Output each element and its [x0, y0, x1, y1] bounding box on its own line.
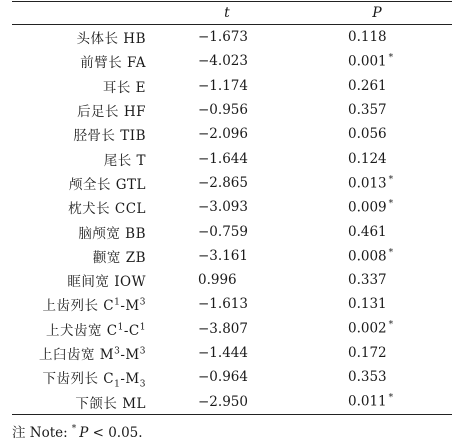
row-variable-name: 尾长 T	[103, 152, 146, 169]
row-t-value: −1.673	[198, 29, 248, 46]
row-variable-name: 枕犬长 CCL	[68, 201, 146, 218]
row-p-value: 0.001	[348, 53, 387, 70]
row-variable-name: 前臂长 FA	[80, 55, 146, 72]
row-t-value: −2.096	[198, 126, 248, 143]
row-p-cell	[302, 317, 452, 341]
table-row	[12, 122, 452, 146]
row-t-value: −3.161	[198, 247, 248, 264]
row-p-cell	[302, 146, 452, 170]
table-body	[12, 25, 452, 415]
row-p-value: 0.261	[348, 77, 387, 94]
row-name-sup-2: 3	[139, 346, 146, 357]
row-name-sup-1: 3	[114, 346, 121, 357]
table-note	[12, 421, 452, 441]
table-row	[12, 171, 452, 195]
row-variable-name: 颅全长 GTL	[68, 176, 146, 193]
note-rest: < 0.05.	[92, 424, 143, 441]
row-name-sup-2: 1	[139, 322, 146, 333]
row-variable-name: 后足长 HF	[77, 104, 146, 121]
row-t-value: −3.807	[198, 320, 248, 337]
row-p-cell	[302, 389, 452, 414]
row-t-value: −2.865	[198, 174, 248, 191]
table-row	[12, 74, 452, 98]
row-variable-name: 下颌长 ML	[12, 389, 152, 414]
note-star: *	[71, 424, 77, 435]
row-p-cell	[302, 171, 452, 195]
significance-marker: *	[388, 393, 394, 404]
row-p-value: 0.172	[348, 345, 387, 361]
table-row	[12, 195, 452, 219]
row-p-value: 0.357	[348, 102, 387, 119]
row-p-value: 0.124	[348, 150, 387, 167]
row-name-sub-1: 1	[114, 379, 121, 390]
row-p-cell	[302, 49, 452, 73]
row-variable-name	[12, 341, 152, 365]
header-t: t	[152, 2, 302, 25]
row-p-value: 0.353	[348, 369, 387, 386]
row-name-sup-2: 3	[139, 297, 146, 308]
row-p-value: 0.461	[348, 223, 387, 240]
row-variable-name: 眶间宽 IOW	[67, 274, 146, 291]
table-row	[12, 365, 452, 389]
row-variable-name: 耳长 E	[102, 79, 146, 96]
header-name	[12, 2, 152, 25]
significance-marker: *	[388, 247, 394, 258]
table-row	[12, 25, 452, 50]
table-row	[12, 49, 452, 73]
row-p-value: 0.118	[348, 29, 387, 46]
row-name-prefix: 上齿列长 C	[42, 298, 115, 315]
row-p-value: 0.009	[348, 199, 387, 216]
row-name-mid: -M	[120, 347, 140, 363]
row-t-value: −2.950	[152, 389, 302, 414]
row-name-mid: -M	[120, 371, 140, 388]
row-t-value: 0.996	[198, 272, 237, 289]
results-table-container	[12, 0, 452, 441]
row-name-prefix: 下齿列长 C	[42, 371, 115, 388]
row-name-mid: -M	[120, 298, 140, 315]
row-name-prefix: 上犬齿宽 C	[46, 322, 118, 339]
table-row	[12, 146, 452, 170]
table-header-row	[12, 2, 452, 25]
row-p-cell	[302, 292, 452, 316]
row-p-value: 0.013	[348, 175, 387, 192]
row-t-value: −1.613	[198, 296, 248, 313]
table-row	[12, 219, 452, 243]
table-row	[12, 317, 452, 341]
table-row	[12, 292, 452, 316]
row-p-value: 0.011	[348, 393, 387, 410]
row-name-prefix: 上臼齿宽 M	[39, 347, 115, 363]
note-prefix: 注 Note:	[12, 424, 68, 441]
row-t-value: −1.644	[198, 150, 248, 167]
row-p-value: 0.008	[348, 248, 387, 265]
row-p-cell	[302, 122, 452, 146]
row-p-cell	[302, 365, 452, 389]
row-p-cell	[302, 195, 452, 219]
row-variable-name	[12, 292, 152, 316]
row-t-value: −0.759	[198, 223, 248, 240]
row-variable-name: 颧宽 ZB	[92, 249, 146, 266]
row-variable-name	[12, 317, 152, 341]
table-row	[12, 268, 452, 292]
row-p-value: 0.337	[348, 272, 387, 289]
row-p-cell	[302, 341, 452, 365]
table-row	[12, 98, 452, 122]
row-p-cell	[302, 74, 452, 98]
table-row	[12, 244, 452, 268]
row-p-cell	[302, 98, 452, 122]
row-variable-name: 胫骨长 TIB	[73, 128, 146, 145]
row-p-cell	[302, 244, 452, 268]
note-var: P	[79, 424, 89, 441]
significance-marker: *	[388, 320, 394, 331]
row-t-value: −0.964	[198, 369, 248, 386]
row-name-sup-1: 1	[114, 297, 121, 308]
table-row	[12, 389, 452, 414]
row-p-cell	[302, 268, 452, 292]
row-name-sub-2: 3	[139, 379, 146, 390]
row-p-value: 0.002	[348, 320, 387, 337]
row-t-value: −1.444	[198, 345, 248, 361]
row-t-value: −3.093	[198, 199, 248, 216]
row-variable-name: 头体长 HB	[76, 31, 146, 48]
row-name-mid: -C	[123, 322, 140, 339]
significance-marker: *	[388, 198, 394, 209]
table-row	[12, 341, 452, 365]
significance-marker: *	[388, 174, 394, 185]
significance-marker: *	[388, 53, 394, 64]
row-p-cell	[302, 25, 452, 50]
row-variable-name	[12, 365, 152, 389]
header-p: P	[302, 2, 452, 25]
row-name-sup-1: 1	[117, 322, 124, 333]
row-t-value: −1.174	[198, 77, 248, 94]
row-t-value: −0.956	[198, 102, 248, 119]
row-t-value: −4.023	[198, 53, 248, 70]
row-p-value: 0.131	[348, 296, 387, 313]
results-table	[12, 2, 452, 415]
row-p-cell	[302, 219, 452, 243]
row-variable-name: 脑颅宽 BB	[78, 225, 146, 242]
row-p-value: 0.056	[348, 126, 387, 143]
